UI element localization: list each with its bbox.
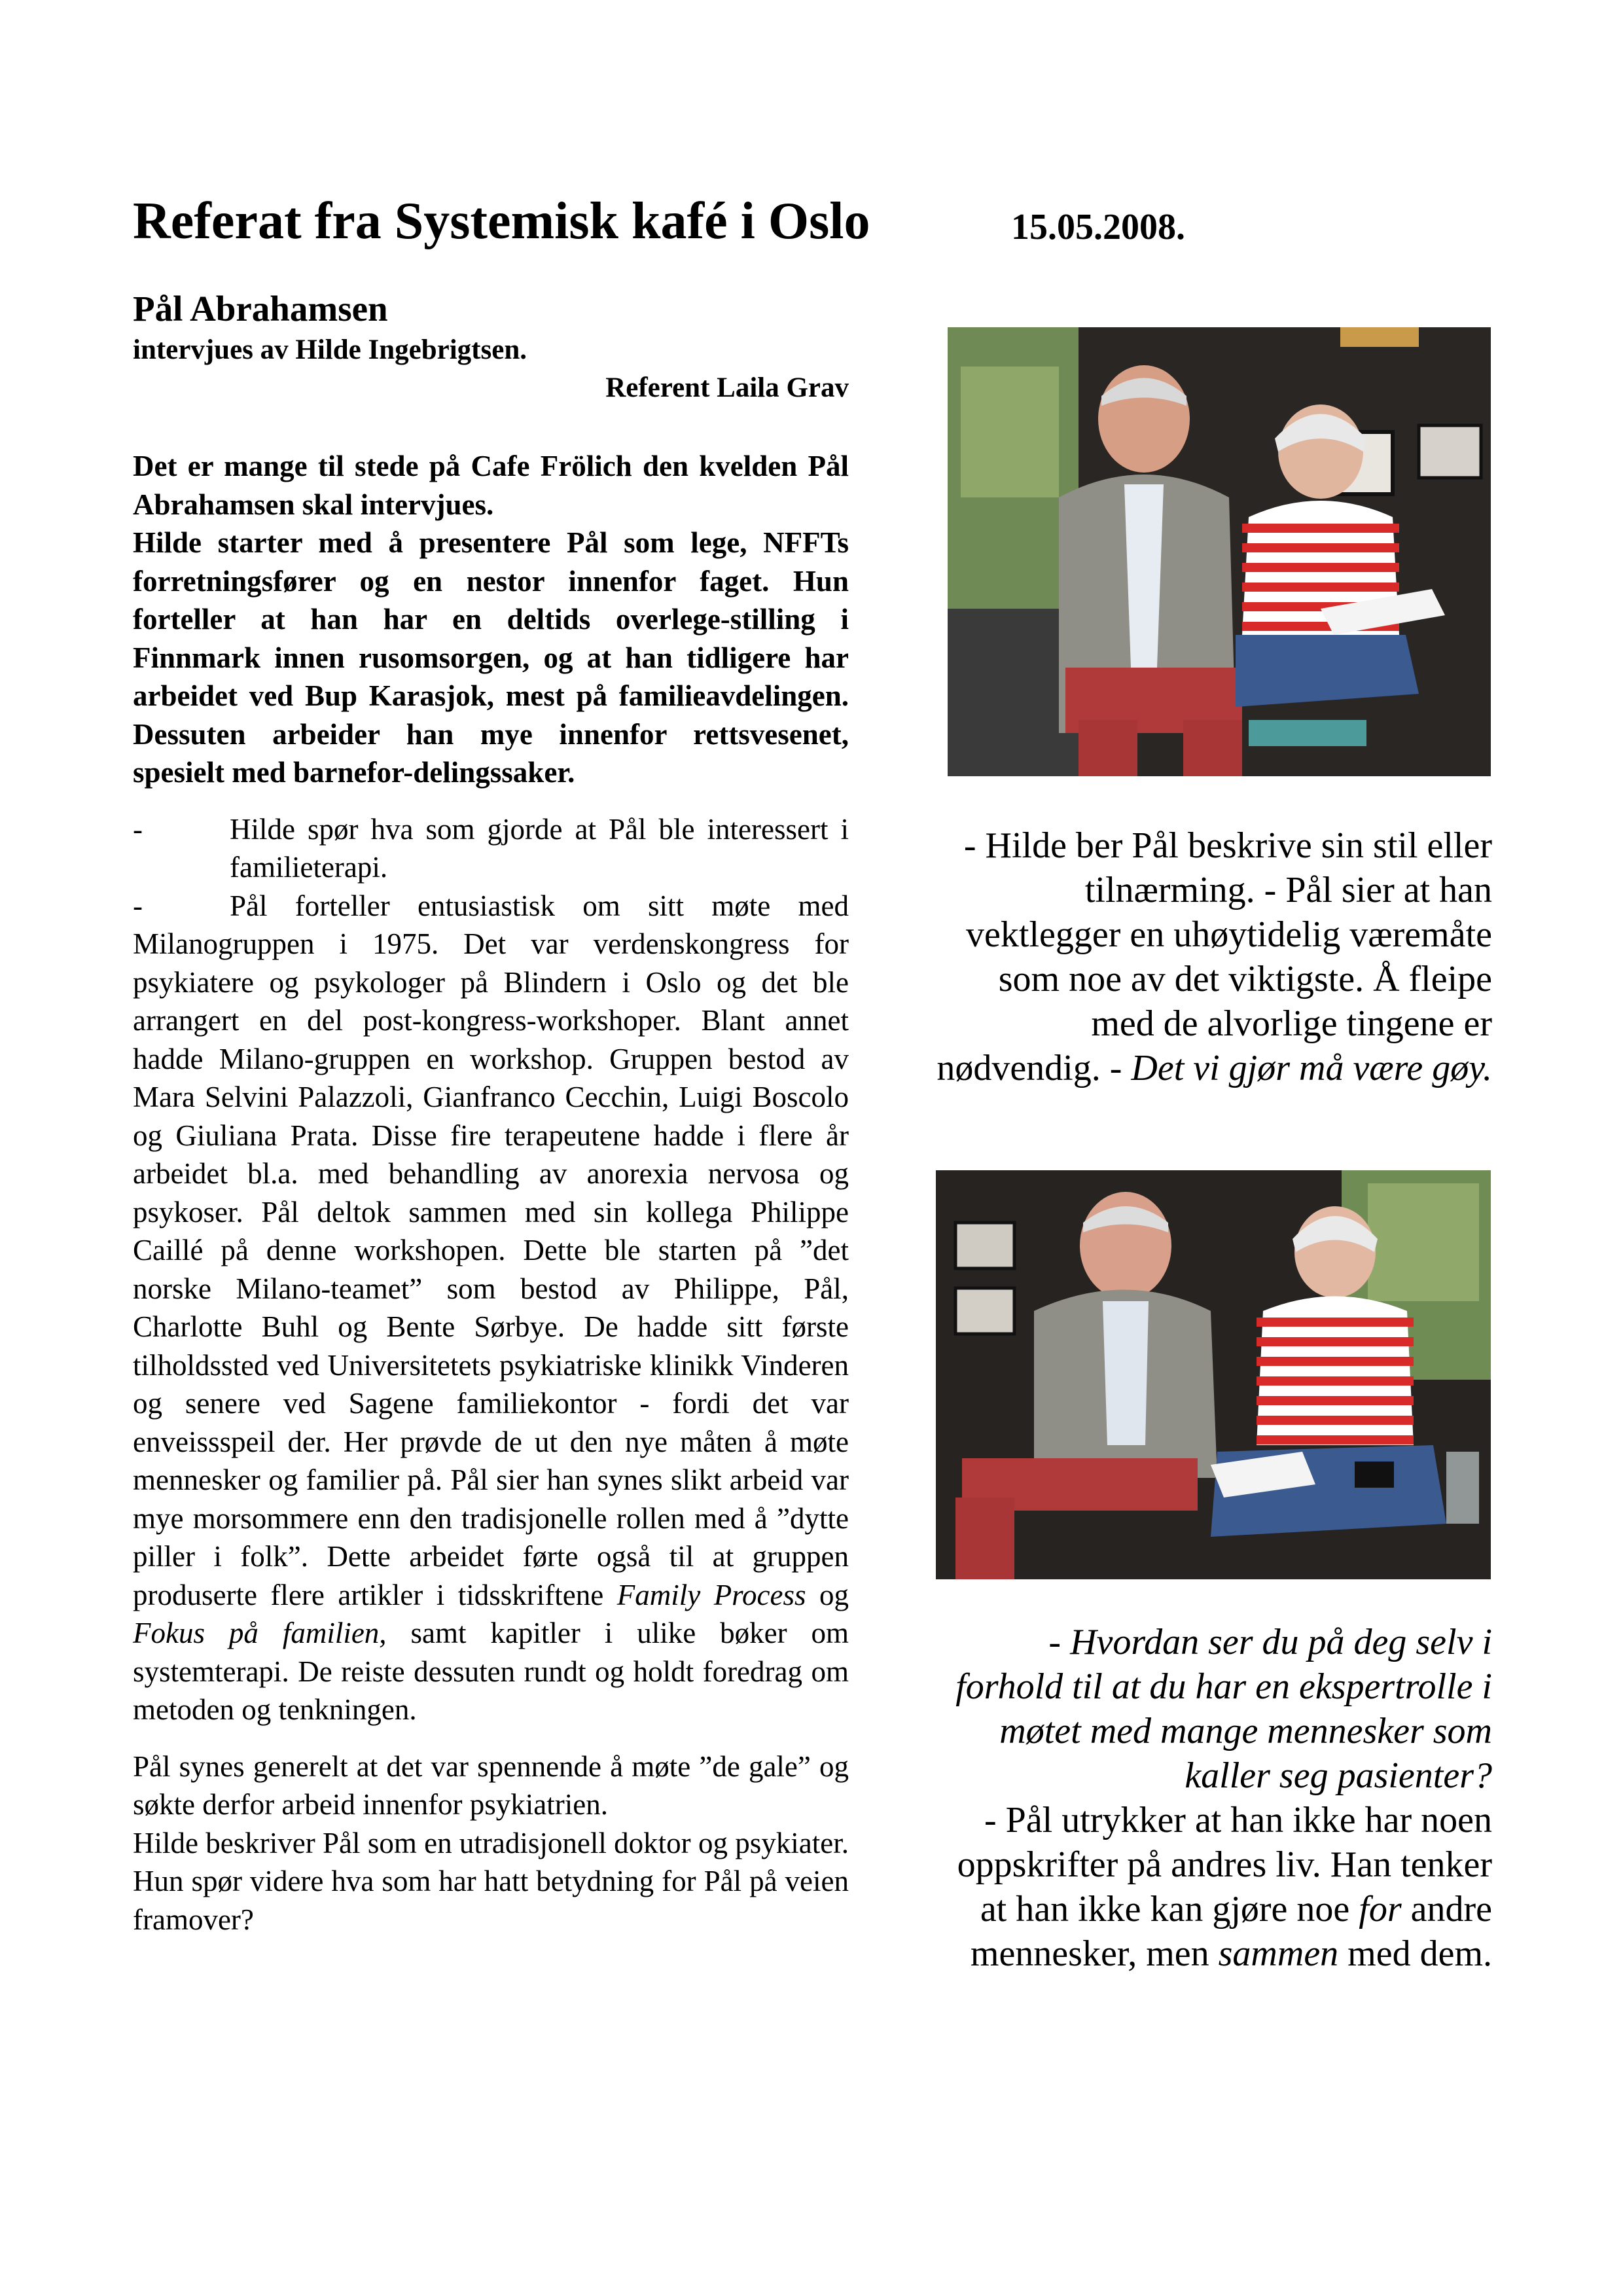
referent-line: Referent Laila Grav [605, 372, 849, 403]
sidebar-question: - Hvordan ser du på deg selv i forhold til at du har en ekspertrolle i møtet med mange mennesker som kaller seg pasienter? [955, 1622, 1492, 1796]
sidebar-answer-text-1: - Pål utrykker at han ikke har noen oppskrifter på andres liv. Han tenker at han ikke kan gjøre noe [957, 1800, 1492, 1929]
striped-cardigan [1257, 1297, 1414, 1446]
sidebar-quote-1-italic: Det vi gjør må være gøy. [1131, 1048, 1492, 1088]
journal-title-2: Fokus på familien, [133, 1617, 387, 1649]
page-title: Referat fra Systemisk kafé i Oslo [133, 192, 870, 250]
answer-text-part2: samt kapitler i ulike bøker om systemterapi. De reiste dessuten rundt og holdt foredrag om metoden og tenkningen. [133, 1617, 849, 1726]
question-item [133, 810, 849, 887]
intro-paragraph-1: Det er mange til stede på Cafe Frölich den kvelden Pål Abrahamsen skal intervjues. [133, 450, 849, 521]
question-text: Hilde spør hva som gjorde at Pål ble interessert i familieterapi. [230, 812, 849, 884]
intro-paragraph-2: Hilde starter med å presentere Pål som lege, NFFTs forretningsfører og en nestor innenfor faget. Hun forteller at han har en deltids overlege-stilling i Finnmark innen rusomsorgen, og at han tidligere har arbeidet ved Bup Karasjok, mest på familieavdelingen. Dessuten arbeider han mye innenfor rettsvesenet, spesielt med barnefor-delingssaker. [133, 526, 849, 789]
interview-photo-2 [936, 1170, 1491, 1579]
sidebar-quote-1-text: - Hilde ber Pål beskrive sin stil eller tilnærming. - Pål sier at han vektlegger en uhøytidelig væremåte som noe av det viktigste. Å fleipe med de alvorlige tingene er nødvendig. - [936, 825, 1492, 1088]
interviewee-name: Pål Abrahamsen [133, 289, 388, 329]
sidebar-answer-text-2: andre mennesker, men [970, 1889, 1492, 1974]
meeting-date: 15.05.2008. [1011, 207, 1185, 247]
interviewer-line: intervjues av Hilde Ingebrigtsen. [133, 334, 527, 365]
interview-photo-2-illustration [936, 1170, 1491, 1579]
sidebar-answer-sammen: sammen [1218, 1933, 1339, 1974]
sidebar-quote-2 [936, 1620, 1492, 1976]
sidebar-answer-text-3: med dem. [1347, 1933, 1492, 1974]
intro-block [133, 447, 849, 792]
body-paragraph-3: Pål synes generelt at det var spennende å møte ”de gale” og søkte derfor arbeid innenfor psykiatrien. [133, 1749, 849, 1821]
sidebar-answer-for: for [1359, 1889, 1402, 1929]
dash-marker: - [133, 812, 143, 846]
sidebar-quote-1 [936, 823, 1492, 1090]
body-paragraph-4: Hilde beskriver Pål som en utradisjonell doktor og psykiater. Hun spør videre hva som har hatt betydning for Pål på veien framover? [133, 1826, 849, 1936]
answer-paragraph [133, 887, 849, 1729]
interview-photo-1 [948, 327, 1491, 776]
interview-photo-1-illustration [948, 327, 1491, 776]
dash-marker: - [133, 889, 143, 922]
conjunction: og [819, 1578, 849, 1611]
answer-text-part1: Pål forteller entusiastisk om sitt møte med Milanogruppen i 1975. Det var verdenskongress for psykiatere og psykologer på Blindern i Oslo og det ble arrangert en del post-kongress-workshoper. Blant annet hadde Milano-gruppen en workshop. Gruppen bestod av Mara Selvini Palazzoli, Gianfranco Cecchin, Luigi Boscolo og Giuliana Prata. Disse fire terapeutene hadde i flere år arbeidet bl.a. med behandling av anorexia nervosa og psykoser. Pål deltok sammen med sin kollega Philippe Caillé på denne workshopen. Dette ble starten på ”det norske Milano-teamet” som bestod av Philippe, Pål, Charlotte Buhl og Bente Sørbye. De hadde sitt første tilholdssted ved Universitetets psykiatriske klinikk Vinderen og senere ved Sagene familiekontor - fordi det var enveissspeil der. Her prøvde de ut den nye måten å møte mennesker og familier på. Pål sier han synes slikt arbeid var mye morsommere enn den tradisjonelle rollen med å ”dytte piller i folk”. Dette arbeidet førte også til at gruppen produserte flere artikler i tidsskriftene [133, 889, 849, 1611]
article-left-column [133, 447, 849, 1939]
journal-title-1: Family Process [616, 1578, 806, 1611]
